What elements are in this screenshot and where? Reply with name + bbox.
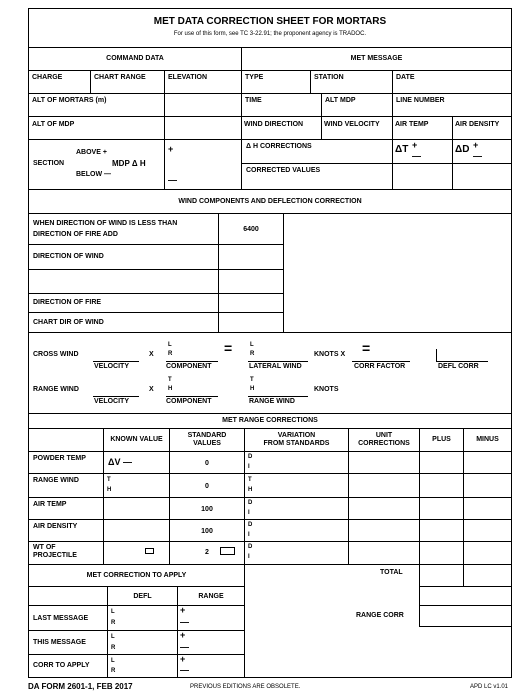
corrected-air-temp-field[interactable]	[392, 163, 453, 190]
range-wind-variation-t: T	[248, 477, 252, 483]
range-wind-result-caption: RANGE WIND	[249, 398, 295, 405]
cross-wind-component-line[interactable]	[166, 361, 218, 362]
defl-corr-line[interactable]	[436, 361, 488, 362]
section-plus-sign: +	[168, 144, 174, 154]
air-density-plus-field[interactable]	[419, 519, 464, 542]
last-message-defl-r: R	[111, 620, 116, 626]
section-minus-sign: —	[168, 175, 177, 185]
powder-variation-i: I	[248, 464, 250, 470]
defl-corr-caption: DEFL CORR	[438, 363, 479, 370]
when-direction-cell	[28, 213, 219, 245]
powder-variation-d: D	[248, 454, 253, 460]
cross-wind-times: X	[149, 351, 154, 358]
air-temp-std: 100	[201, 506, 213, 513]
this-message-range-minus: —	[180, 642, 189, 652]
range-wind-result-h: H	[250, 386, 255, 392]
powder-temp-plus-field[interactable]	[419, 451, 464, 474]
standard-heading-line2: VALUES	[193, 440, 221, 447]
air-density-unit-field[interactable]	[348, 519, 420, 542]
range-wind-minus-field[interactable]	[463, 473, 512, 498]
knots-x-label: KNOTS X	[314, 351, 346, 358]
range-wind-plus-field[interactable]	[419, 473, 464, 498]
powder-temp-std: 0	[205, 460, 209, 467]
corrected-values-label: CORRECTED VALUES	[246, 167, 321, 174]
met-apply-heading: MET CORRECTION TO APPLY	[86, 572, 187, 579]
cross-wind-comp-l: L	[168, 342, 172, 348]
delta-d-label: ΔD	[455, 144, 470, 155]
air-temp-row-label: AIR TEMP	[33, 501, 67, 508]
range-wind-velocity-caption: VELOCITY	[94, 398, 130, 405]
plus-heading: PLUS	[432, 436, 451, 443]
cross-wind-component-caption: COMPONENT	[166, 363, 212, 370]
wt-projectile-line2: PROJECTILE	[33, 552, 77, 559]
corr-to-apply-label: CORR TO APPLY	[33, 662, 90, 669]
range-wind-result-line[interactable]	[248, 396, 308, 397]
cross-wind-label: CROSS WIND	[33, 351, 79, 358]
cross-wind-velocity-line[interactable]	[93, 361, 139, 362]
air-temp-variation-field[interactable]	[244, 497, 349, 520]
range-wind-result-t: T	[250, 377, 254, 383]
known-value-heading: KNOWN VALUE	[110, 436, 163, 443]
lateral-wind-caption: LATERAL WIND	[249, 363, 302, 370]
air-temp-variation-i: I	[248, 510, 250, 516]
add-value: 6400	[243, 226, 259, 233]
range-wind-comp-h: H	[168, 386, 173, 392]
air-temp-minus-field[interactable]	[463, 497, 512, 520]
wt-projectile-std: 2	[205, 549, 209, 556]
range-heading: RANGE	[198, 593, 224, 600]
total-net-field[interactable]	[419, 586, 512, 606]
corr-factor-line[interactable]	[352, 361, 410, 362]
delta-t-plus: +	[412, 140, 418, 150]
air-density-variation-i: I	[248, 532, 250, 538]
met-message-heading: MET MESSAGE	[350, 55, 403, 62]
this-message-defl-field[interactable]	[107, 630, 178, 655]
direction-of-wind-field[interactable]	[218, 244, 284, 270]
air-temp-plus-field[interactable]	[419, 497, 464, 520]
air-density-variation-field[interactable]	[244, 519, 349, 542]
below-label: BELOW —	[76, 171, 111, 178]
powder-temp-unit-field[interactable]	[348, 451, 420, 474]
corr-to-apply-range-minus: —	[180, 665, 189, 675]
range-wind-comp-t: T	[168, 377, 172, 383]
delta-t-label: ΔT	[395, 144, 409, 155]
wt-projectile-variation-d: D	[248, 544, 253, 550]
direction-of-fire-label: DIRECTION OF FIRE	[33, 299, 102, 306]
wt-projectile-variation-field[interactable]	[244, 541, 349, 565]
cross-wind-velocity-caption: VELOCITY	[94, 363, 130, 370]
delta-d-minus: —	[473, 151, 482, 161]
direction-sum-cell	[28, 269, 219, 294]
this-message-label: THIS MESSAGE	[33, 639, 86, 646]
range-wind-times: X	[149, 386, 154, 393]
this-message-range-plus: +	[180, 630, 186, 640]
wind-section-heading: WIND COMPONENTS AND DEFLECTION CORRECTION	[178, 198, 362, 205]
lateral-r: R	[250, 351, 255, 357]
met-range-heading: MET RANGE CORRECTIONS	[222, 417, 318, 424]
this-message-defl-r: R	[111, 645, 116, 651]
above-label: ABOVE +	[76, 149, 107, 156]
lateral-wind-line[interactable]	[248, 361, 308, 362]
form-number: DA FORM 2601-1, FEB 2017	[28, 682, 133, 691]
range-wind-variation-field[interactable]	[244, 473, 349, 498]
last-message-defl-field[interactable]	[107, 605, 178, 631]
air-density-std: 100	[201, 528, 213, 535]
total-label: TOTAL	[380, 569, 403, 576]
chart-dir-of-wind-field[interactable]	[218, 312, 284, 333]
range-wind-component-line[interactable]	[166, 396, 218, 397]
air-density-minus-field[interactable]	[463, 519, 512, 542]
charge-label: CHARGE	[32, 74, 63, 81]
alt-mdp-field[interactable]	[164, 116, 242, 140]
wt-projectile-plus-field[interactable]	[419, 541, 464, 565]
range-wind-component-caption: COMPONENT	[166, 398, 212, 405]
delta-t-minus: —	[412, 151, 421, 161]
total-minus-field[interactable]	[463, 564, 512, 587]
corrected-air-density-field[interactable]	[452, 163, 512, 190]
range-corr-field[interactable]	[419, 605, 512, 627]
minus-heading: MINUS	[476, 436, 499, 443]
air-density-variation-d: D	[248, 522, 253, 528]
wind-direction-label: WIND DIRECTION	[244, 121, 304, 128]
command-data-heading: COMMAND DATA	[106, 55, 164, 62]
range-wind-row-label: RANGE WIND	[33, 477, 79, 484]
air-temp-label: AIR TEMP	[395, 121, 429, 128]
station-label: STATION	[314, 74, 344, 81]
cross-wind-comp-r: R	[168, 351, 173, 357]
last-message-defl-l: L	[111, 609, 115, 615]
delta-d-plus: +	[473, 140, 479, 150]
alt-mdp-met-label: ALT MDP	[325, 97, 356, 104]
powder-delta-v: ΔV —	[108, 457, 132, 467]
wt-projectile-minus-field[interactable]	[463, 541, 512, 565]
last-message-range-minus: —	[180, 617, 189, 627]
section-label: SECTION	[33, 160, 65, 167]
air-temp-unit-field[interactable]	[348, 497, 420, 520]
wt-projectile-line1: WT OF	[33, 544, 56, 551]
air-density-known-field[interactable]	[103, 519, 170, 542]
defl-heading: DEFL	[133, 593, 152, 600]
knots-label: KNOTS	[314, 386, 339, 393]
air-density-label: AIR DENSITY	[455, 121, 500, 128]
standard-heading-line1: STANDARD	[187, 432, 227, 439]
range-wind-velocity-line[interactable]	[93, 396, 139, 397]
alt-mortars-label: ALT OF MORTARS (m)	[32, 97, 107, 104]
this-message-defl-l: L	[111, 634, 115, 640]
variation-heading-line2: FROM STANDARDS	[263, 440, 330, 447]
direction-sum-field[interactable]	[218, 269, 284, 294]
line-number-label: LINE NUMBER	[396, 97, 445, 104]
met-range-blank-header	[28, 428, 104, 452]
wt-projectile-unit-field[interactable]	[348, 541, 420, 565]
last-message-range-plus: +	[180, 605, 186, 615]
air-temp-variation-d: D	[248, 500, 253, 506]
wt-projectile-known-checkbox[interactable]	[145, 548, 154, 554]
range-wind-known-t: T	[107, 477, 111, 483]
chart-range-label: CHART RANGE	[94, 74, 146, 81]
direction-of-fire-field[interactable]	[218, 293, 284, 313]
range-wind-known-h: H	[107, 487, 112, 493]
met-apply-blank-header	[28, 586, 108, 606]
variation-heading-line1: VARIATION	[277, 432, 316, 439]
alt-mdp-label: ALT OF MDP	[32, 121, 75, 128]
air-density-row-label: AIR DENSITY	[33, 523, 78, 530]
version-label: APD LC v1.01	[470, 684, 509, 690]
range-wind-label: RANGE WIND	[33, 386, 79, 393]
corr-to-apply-defl-l: L	[111, 658, 115, 664]
range-wind-variation-h: H	[248, 487, 253, 493]
chart-dir-of-wind-label: CHART DIR OF WIND	[33, 319, 104, 326]
last-message-label: LAST MESSAGE	[33, 615, 89, 622]
powder-temp-label: POWDER TEMP	[33, 455, 86, 462]
range-wind-known-field[interactable]	[103, 473, 170, 498]
lateral-l: L	[250, 342, 254, 348]
type-label: TYPE	[245, 74, 264, 81]
wind-velocity-label: WIND VELOCITY	[324, 121, 380, 128]
unit-heading-line2: CORRECTIONS	[358, 440, 410, 447]
time-label: TIME	[245, 97, 262, 104]
air-temp-known-field[interactable]	[103, 497, 170, 520]
wt-projectile-std-box	[220, 547, 235, 555]
wt-projectile-variation-i: I	[248, 554, 250, 560]
form-title: MET DATA CORRECTION SHEET FOR MORTARS	[153, 16, 387, 27]
defl-corr-tick	[436, 349, 437, 361]
corr-to-apply-defl-field[interactable]	[107, 654, 178, 678]
corr-to-apply-range-plus: +	[180, 654, 186, 664]
form-subtitle: For use of this form, see TC 3-22.91; the proponent agency is TRADOC.	[173, 31, 367, 37]
range-wind-unit-field[interactable]	[348, 473, 420, 498]
date-label: DATE	[396, 74, 415, 81]
h-corrections-label: Δ H CORRECTIONS	[246, 143, 312, 150]
range-corr-label: RANGE CORR	[356, 612, 404, 619]
when-direction-line2: DIRECTION OF FIRE ADD	[33, 231, 118, 238]
corr-to-apply-defl-r: R	[111, 668, 116, 674]
mdp-delta-h-label: MDP Δ H	[112, 159, 146, 168]
elevation-label: ELEVATION	[168, 74, 208, 81]
wt-projectile-known-field[interactable]	[103, 541, 170, 565]
powder-temp-variation-field[interactable]	[244, 451, 349, 474]
range-wind-std: 0	[205, 483, 209, 490]
corr-factor-caption: CORR FACTOR	[354, 363, 406, 370]
unit-heading-line1: UNIT	[375, 432, 393, 439]
total-plus-field[interactable]	[419, 564, 464, 587]
cross-wind-equals: =	[224, 340, 233, 356]
direction-of-wind-label: DIRECTION OF WIND	[33, 253, 104, 260]
corr-equals: =	[362, 340, 371, 356]
when-direction-line1: WHEN DIRECTION OF WIND IS LESS THAN	[33, 220, 178, 227]
previous-editions-note: PREVIOUS EDITIONS ARE OBSOLETE.	[190, 684, 301, 690]
powder-temp-minus-field[interactable]	[463, 451, 512, 474]
alt-mortars-field[interactable]	[164, 93, 242, 117]
